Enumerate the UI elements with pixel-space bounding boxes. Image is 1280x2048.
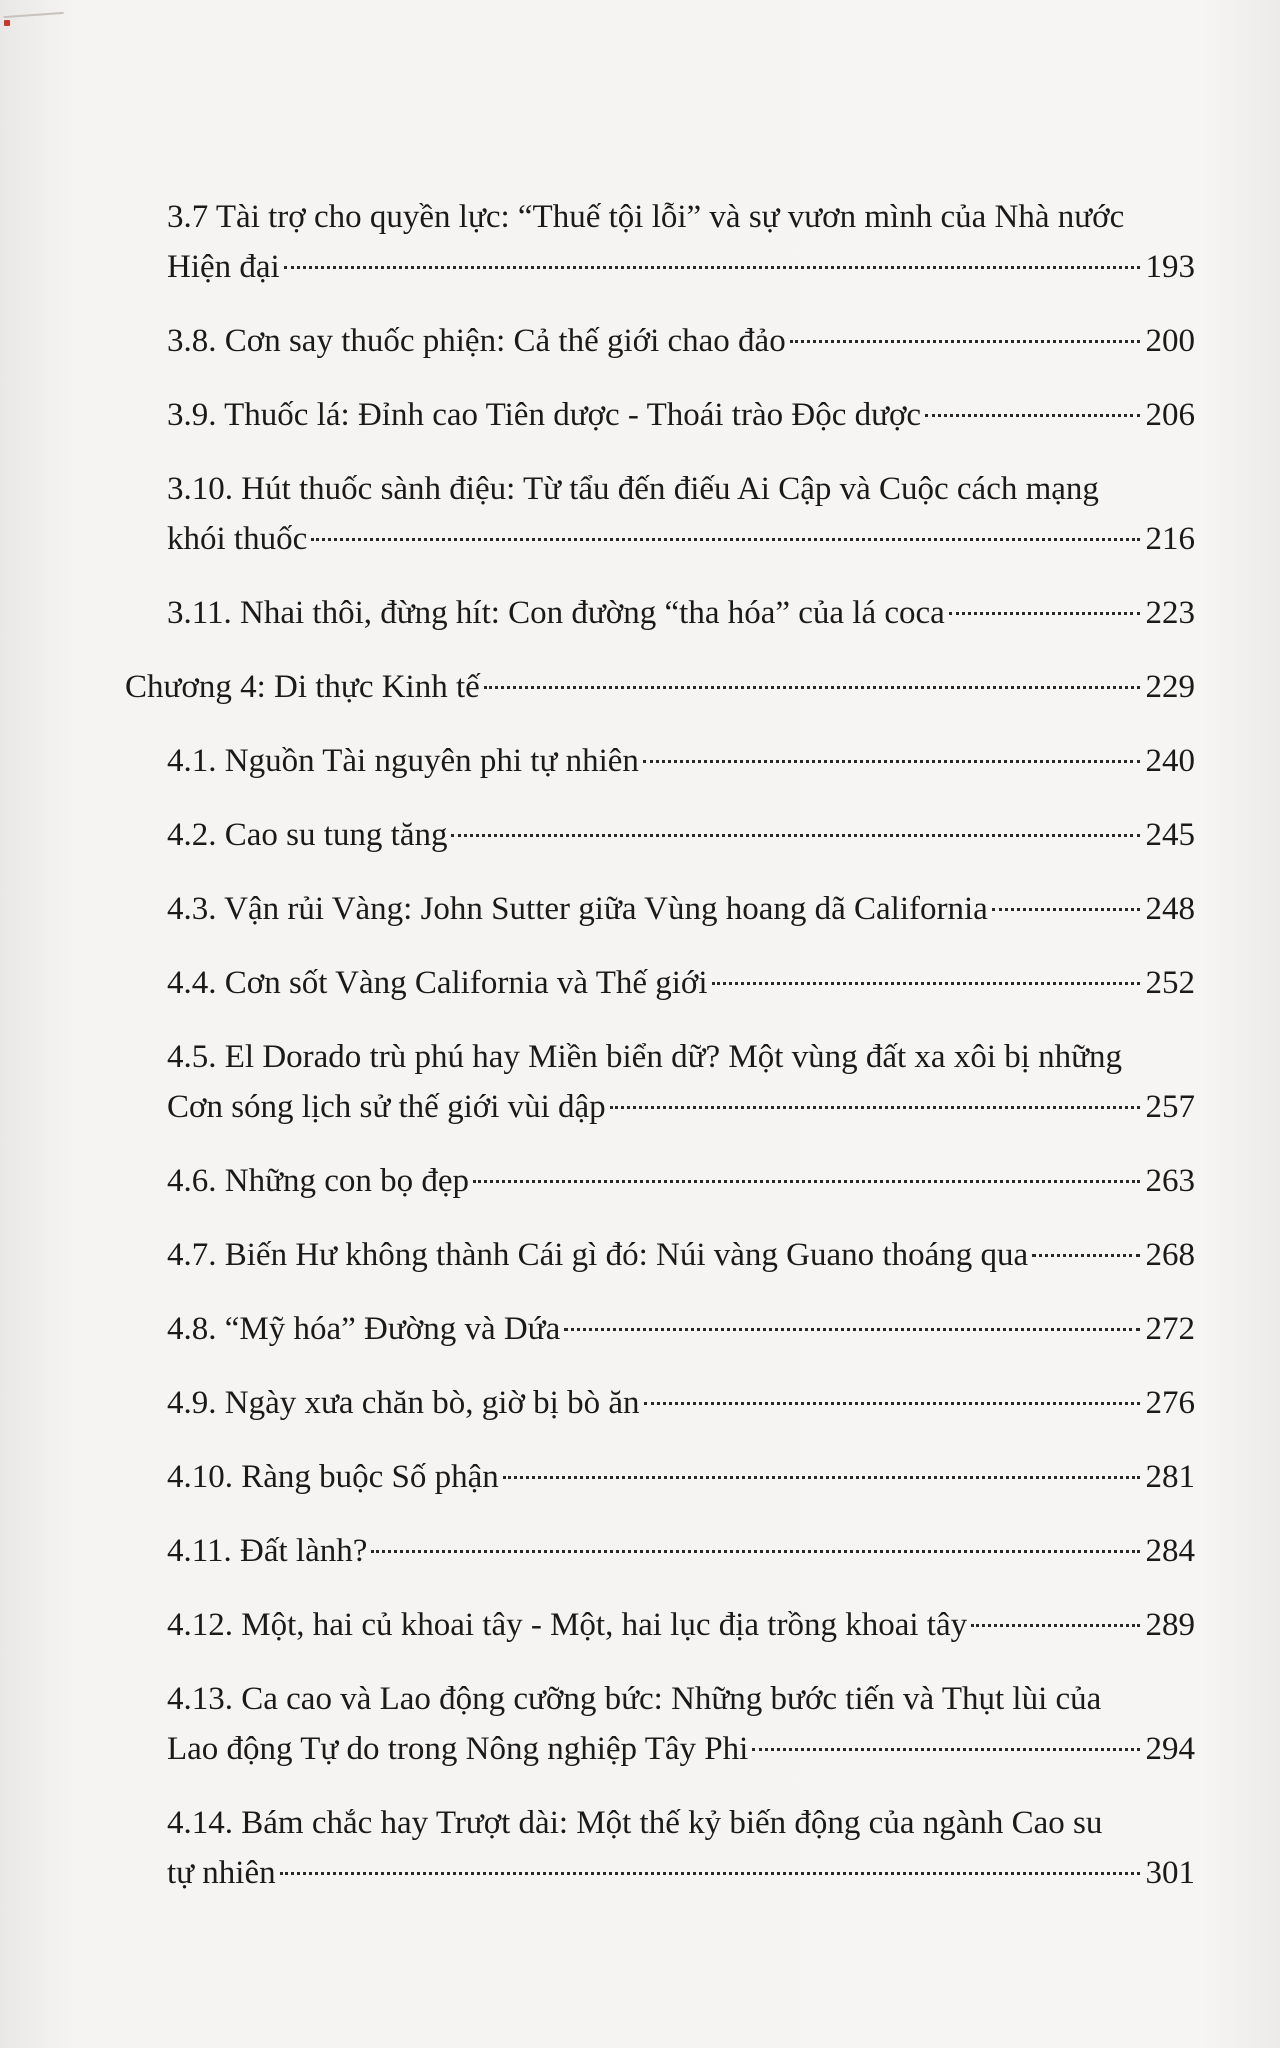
toc-entry-title: 3.9. Thuốc lá: Đỉnh cao Tiên dược - Thoái trào Độc dược bbox=[167, 397, 922, 433]
toc-entry bbox=[125, 736, 1195, 786]
toc-entry bbox=[125, 192, 1195, 292]
dot-leader bbox=[371, 1550, 1139, 1553]
toc-page-number: 289 bbox=[1145, 1607, 1195, 1643]
dot-leader bbox=[712, 982, 1140, 985]
toc-page-number: 268 bbox=[1145, 1237, 1195, 1273]
toc-page-number: 193 bbox=[1145, 249, 1195, 285]
toc-entry-title: 4.1. Nguồn Tài nguyên phi tự nhiên bbox=[167, 743, 639, 779]
toc-entry-title: 4.6. Những con bọ đẹp bbox=[167, 1163, 470, 1199]
toc-entry bbox=[125, 884, 1195, 934]
dot-leader bbox=[284, 266, 1140, 269]
toc-entry-title-line1: 4.5. El Dorado trù phú hay Miền biển dữ? Một vùng đất xa xôi bị những bbox=[167, 1039, 1123, 1075]
toc-page-number: 223 bbox=[1145, 595, 1195, 631]
toc-entry-title: 4.4. Cơn sốt Vàng California và Thế giới bbox=[167, 965, 708, 1001]
dot-leader bbox=[925, 414, 1139, 417]
dot-leader bbox=[644, 1402, 1140, 1405]
toc-page-number: 294 bbox=[1145, 1731, 1195, 1767]
toc-entry-title: Lao động Tự do trong Nông nghiệp Tây Phi bbox=[167, 1731, 749, 1767]
toc-entry-title: 3.8. Cơn say thuốc phiện: Cả thế giới chao đảo bbox=[167, 323, 786, 359]
toc-entry-title: 4.7. Biến Hư không thành Cái gì đó: Núi vàng Guano thoáng qua bbox=[167, 1237, 1029, 1273]
dot-leader bbox=[752, 1748, 1139, 1751]
toc-entry-title: 4.2. Cao su tung tăng bbox=[167, 817, 448, 853]
toc-entry-title-line1: 4.14. Bám chắc hay Trượt dài: Một thế kỷ biến động của ngành Cao su bbox=[167, 1805, 1103, 1841]
toc-entry-title: Cơn sóng lịch sử thế giới vùi dập bbox=[167, 1089, 606, 1125]
toc-entry-title: 4.3. Vận rủi Vàng: John Sutter giữa Vùng hoang dã California bbox=[167, 891, 988, 927]
dot-leader bbox=[610, 1106, 1140, 1109]
toc-entry bbox=[125, 1674, 1195, 1774]
toc-entry bbox=[125, 1452, 1195, 1502]
toc-page-number: 276 bbox=[1145, 1385, 1195, 1421]
toc-entry-title: 4.8. “Mỹ hóa” Đường và Dứa bbox=[167, 1311, 561, 1347]
toc-entry bbox=[125, 1156, 1195, 1206]
toc-entry bbox=[125, 1798, 1195, 1898]
toc-entry-title: 3.11. Nhai thôi, đừng hít: Con đường “tha hóa” của lá coca bbox=[167, 595, 945, 631]
dot-leader bbox=[992, 908, 1140, 911]
dot-leader bbox=[790, 340, 1140, 343]
toc-page-number: 200 bbox=[1145, 323, 1195, 359]
toc-chapter-title: Chương 4: Di thực Kinh tế bbox=[125, 669, 480, 705]
toc-entry bbox=[125, 810, 1195, 860]
toc-entry-title: 4.9. Ngày xưa chăn bò, giờ bị bò ăn bbox=[167, 1385, 640, 1421]
toc-entry-title: 4.12. Một, hai củ khoai tây - Một, hai lục địa trồng khoai tây bbox=[167, 1607, 968, 1643]
toc-page-number: 206 bbox=[1145, 397, 1195, 433]
toc-page-number: 229 bbox=[1145, 669, 1195, 705]
dot-leader bbox=[949, 612, 1140, 615]
toc-page-number: 245 bbox=[1145, 817, 1195, 853]
toc-entry-title-line1: 3.7 Tài trợ cho quyền lực: “Thuế tội lỗi” và sự vươn mình của Nhà nước bbox=[167, 199, 1125, 235]
toc-entry bbox=[125, 1526, 1195, 1576]
dot-leader bbox=[473, 1180, 1139, 1183]
toc-page-number: 281 bbox=[1145, 1459, 1195, 1495]
dot-leader bbox=[451, 834, 1139, 837]
toc-page-number: 284 bbox=[1145, 1533, 1195, 1569]
toc-entry bbox=[125, 1230, 1195, 1280]
page-corner-dot bbox=[4, 20, 10, 26]
toc-page-number: 272 bbox=[1145, 1311, 1195, 1347]
toc-entry-title: 4.10. Ràng buộc Số phận bbox=[167, 1459, 499, 1495]
page-corner-mark bbox=[4, 12, 65, 28]
toc-page-number: 301 bbox=[1145, 1855, 1195, 1891]
toc-page-number: 252 bbox=[1145, 965, 1195, 1001]
table-of-contents bbox=[125, 192, 1195, 1922]
toc-page-number: 240 bbox=[1145, 743, 1195, 779]
dot-leader bbox=[484, 686, 1140, 689]
toc-page-number: 216 bbox=[1145, 521, 1195, 557]
toc-entry-title-line1: 3.10. Hút thuốc sành điệu: Từ tẩu đến điếu Ai Cập và Cuộc cách mạng bbox=[167, 471, 1099, 507]
toc-entry-title: tự nhiên bbox=[167, 1855, 276, 1891]
toc-entry bbox=[125, 1378, 1195, 1428]
toc-page-number: 257 bbox=[1145, 1089, 1195, 1125]
dot-leader bbox=[643, 760, 1140, 763]
dot-leader bbox=[564, 1328, 1139, 1331]
toc-entry bbox=[125, 390, 1195, 440]
toc-entry bbox=[125, 464, 1195, 564]
toc-entry-title: khói thuốc bbox=[167, 521, 308, 557]
dot-leader bbox=[503, 1476, 1140, 1479]
toc-entry bbox=[125, 1600, 1195, 1650]
dot-leader bbox=[280, 1872, 1140, 1875]
toc-entry-title: Hiện đại bbox=[167, 249, 280, 285]
toc-entry bbox=[125, 958, 1195, 1008]
toc-entry bbox=[125, 588, 1195, 638]
dot-leader bbox=[971, 1624, 1139, 1627]
toc-chapter-entry bbox=[125, 662, 1195, 712]
toc-entry bbox=[125, 316, 1195, 366]
toc-entry bbox=[125, 1032, 1195, 1132]
toc-entry-title-line1: 4.13. Ca cao và Lao động cưỡng bức: Những bước tiến và Thụt lùi của bbox=[167, 1681, 1102, 1717]
toc-entry-title: 4.11. Đất lành? bbox=[167, 1533, 368, 1569]
toc-page-number: 263 bbox=[1145, 1163, 1195, 1199]
dot-leader bbox=[311, 538, 1139, 541]
toc-entry bbox=[125, 1304, 1195, 1354]
dot-leader bbox=[1032, 1254, 1139, 1257]
toc-page-number: 248 bbox=[1145, 891, 1195, 927]
